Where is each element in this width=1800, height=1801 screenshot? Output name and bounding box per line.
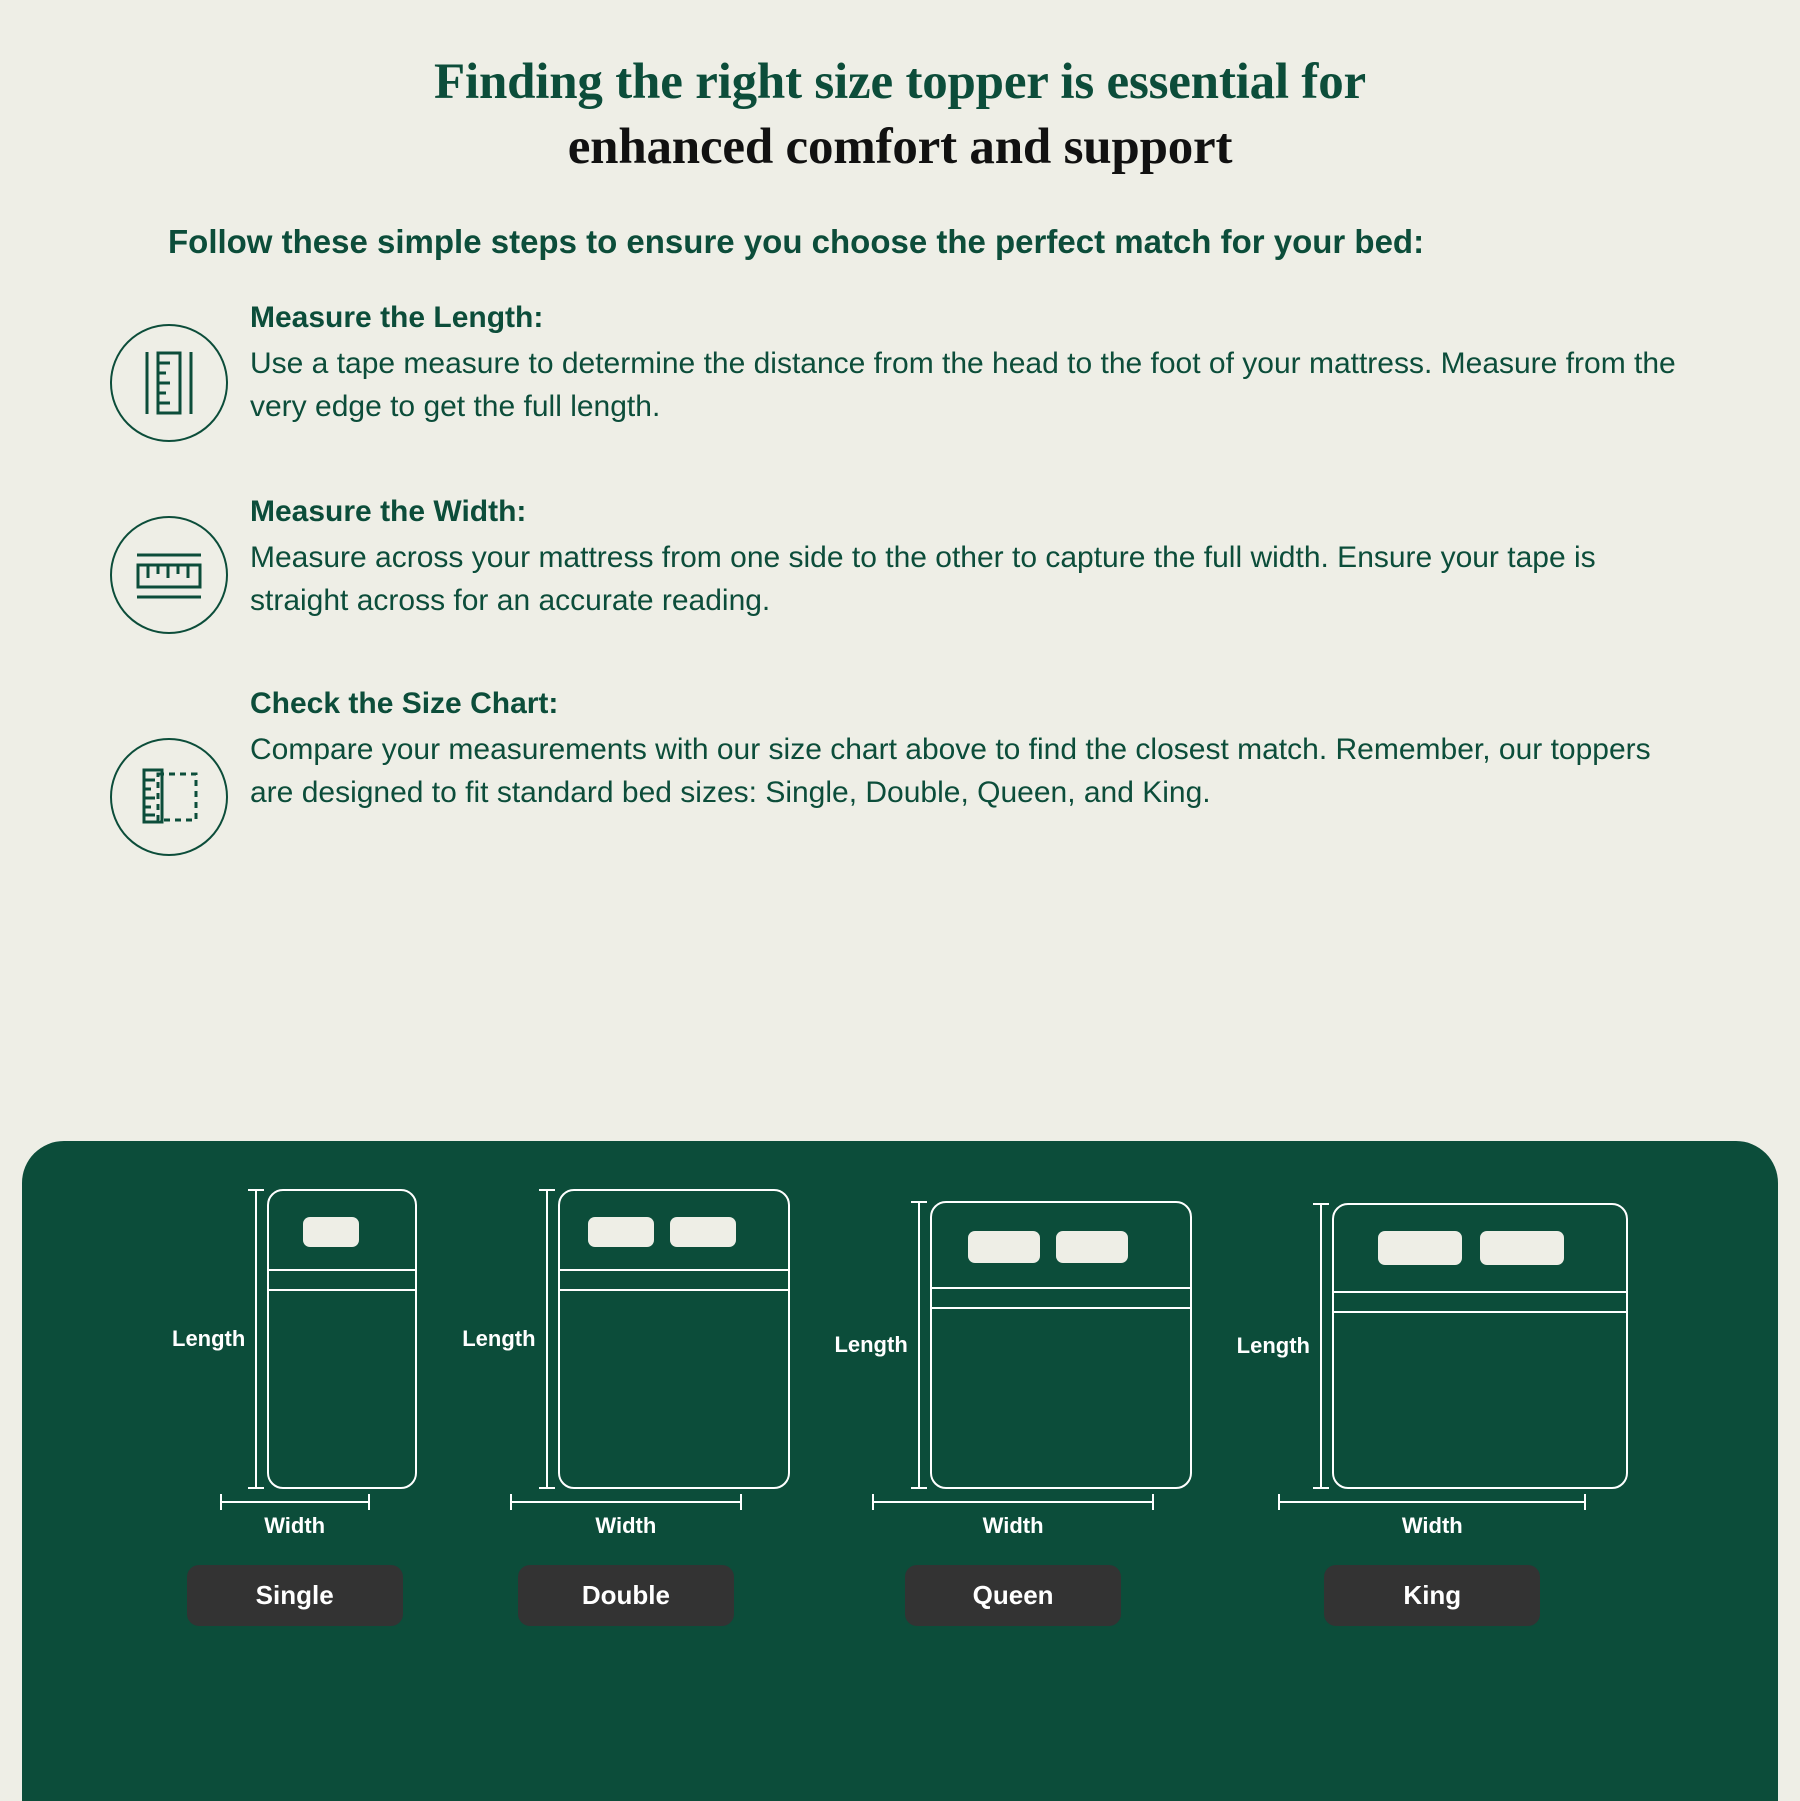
steps-list	[0, 264, 1800, 856]
step-text: Use a tape measure to determine the distance from the head to the foot of your mattress. Measure from the very edge to get the full length.	[250, 347, 1676, 423]
bed-single	[172, 1189, 417, 1626]
size-chip-single[interactable]: Single	[187, 1565, 403, 1626]
bed-queen	[834, 1201, 1191, 1626]
length-bar	[918, 1201, 920, 1489]
bed-diagram-row	[22, 1141, 1778, 1626]
mattress-shape	[1332, 1203, 1628, 1489]
width-bar	[1278, 1501, 1586, 1503]
pillow	[1378, 1231, 1462, 1265]
length-measure	[462, 1189, 547, 1489]
ruler-vertical-icon	[110, 324, 228, 442]
size-chart-icon	[110, 738, 228, 856]
width-label: Width	[264, 1513, 326, 1538]
length-measure	[834, 1201, 919, 1489]
mattress-fold	[269, 1269, 415, 1291]
bed-sizes-panel	[22, 1141, 1778, 1801]
intro-text: Follow these simple steps to ensure you choose the perfect match for your bed:	[168, 222, 1425, 260]
length-bar	[255, 1189, 257, 1489]
length-bar	[1320, 1203, 1322, 1489]
ruler-horizontal-icon	[110, 516, 228, 634]
width-label: Width	[982, 1513, 1044, 1538]
width-measure	[510, 1501, 742, 1539]
width-measure	[1278, 1501, 1586, 1539]
length-label: Length	[172, 1326, 246, 1351]
page-title-line-1: Finding the right size topper is essential for	[434, 54, 1366, 110]
size-chip-double[interactable]: Double	[518, 1565, 734, 1626]
pillow	[670, 1217, 736, 1247]
pillow	[303, 1217, 359, 1247]
mattress-shape	[558, 1189, 790, 1489]
step-text: Measure across your mattress from one side to the other to capture the full width. Ensure your tape is straight across for an accurate reading.	[250, 541, 1596, 617]
page-title	[0, 0, 1800, 181]
step-measure-width	[110, 490, 1680, 634]
size-chip-king[interactable]: King	[1324, 1565, 1540, 1626]
width-label: Width	[1401, 1513, 1463, 1538]
pillow	[968, 1231, 1040, 1263]
width-label: Width	[595, 1513, 657, 1538]
length-label: Length	[462, 1326, 536, 1351]
step-text: Compare your measurements with our size chart above to find the closest match. Remember, our toppers are designed to fit standard bed sizes: Single, Double, Queen, and King.	[250, 733, 1651, 809]
length-measure	[1237, 1203, 1322, 1489]
length-measure	[172, 1189, 257, 1489]
width-bar	[872, 1501, 1154, 1503]
step-title: Measure the Length:	[250, 301, 544, 335]
length-label: Length	[834, 1332, 908, 1357]
width-measure	[220, 1501, 370, 1539]
pillow	[588, 1217, 654, 1247]
step-title: Measure the Width:	[250, 495, 527, 529]
width-bar	[220, 1501, 370, 1503]
size-chip-queen[interactable]: Queen	[905, 1565, 1121, 1626]
mattress-fold	[1334, 1291, 1626, 1313]
pillow	[1480, 1231, 1564, 1265]
step-title: Check the Size Chart:	[250, 687, 559, 721]
mattress-fold	[932, 1287, 1190, 1309]
step-measure-length	[110, 296, 1680, 442]
bed-double	[462, 1189, 789, 1626]
pillow	[1056, 1231, 1128, 1263]
page-title-line-2: enhanced comfort and support	[567, 119, 1233, 176]
mattress-fold	[560, 1269, 788, 1291]
bed-king	[1237, 1203, 1628, 1626]
width-measure	[872, 1501, 1154, 1539]
step-check-size-chart	[110, 682, 1680, 856]
mattress-shape	[267, 1189, 417, 1489]
length-label: Length	[1236, 1333, 1310, 1358]
mattress-shape	[930, 1201, 1192, 1489]
length-bar	[546, 1189, 548, 1489]
width-bar	[510, 1501, 742, 1503]
